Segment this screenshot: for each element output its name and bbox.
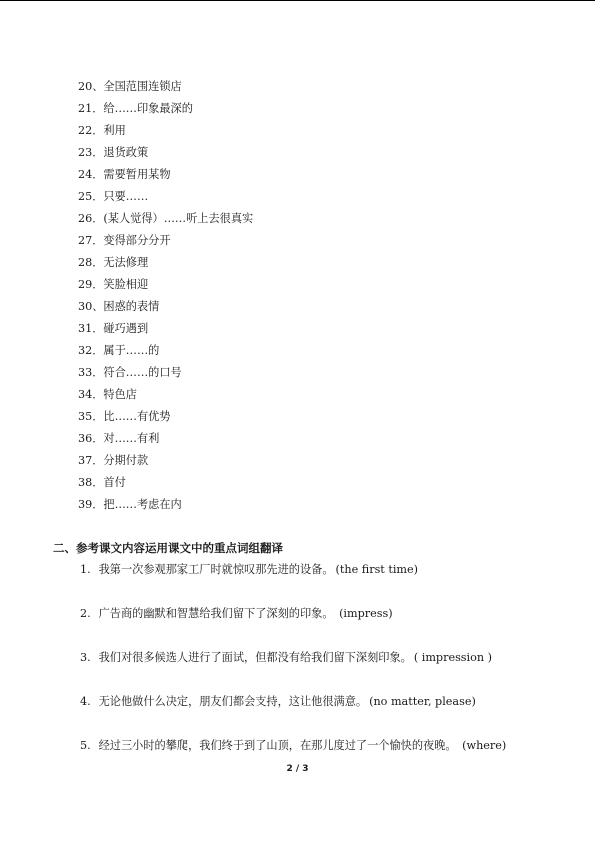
- question-item: [80, 604, 506, 648]
- question-number: 1.: [80, 563, 91, 576]
- list-item: 36．对……有利: [78, 432, 160, 445]
- question-text: 广告商的幽默和智慧给我们留下了深刻的印象。: [98, 607, 334, 620]
- question-number: 2.: [80, 607, 91, 620]
- page-number: 2 / 3: [286, 764, 309, 774]
- section-title: 二、参考课文内容运用课文中的重点词组翻译: [53, 541, 283, 555]
- translation-questions: [80, 560, 506, 780]
- list-item: 22．利用: [78, 124, 126, 137]
- list-item: 35．比……有优势: [78, 410, 171, 423]
- question-text: 我第一次参观那家工厂时就惊叹那先进的设备。: [98, 563, 334, 576]
- question-hint: (where): [458, 739, 507, 752]
- list-item: 30、困惑的表情: [78, 300, 160, 313]
- question-hint: (impress): [335, 607, 393, 620]
- list-item: 27．变得部分分开: [78, 234, 171, 247]
- list-item: 24．需要暂用某物: [78, 168, 171, 181]
- question-number: 5.: [80, 739, 91, 752]
- list-item: 21．给……印象最深的: [78, 102, 193, 115]
- question-item: [80, 560, 506, 604]
- list-item: 23．退货政策: [78, 146, 149, 159]
- list-item: 25．只要……: [78, 190, 149, 203]
- top-border-rule: [0, 0, 595, 1]
- list-item: 38．首付: [78, 476, 126, 489]
- list-item: 39．把……考虑在内: [78, 498, 182, 511]
- list-item: 26．(某人觉得）……听上去很真实: [78, 212, 254, 225]
- phrase-list: [78, 76, 253, 516]
- list-item: 32．属于……的: [78, 344, 160, 357]
- question-number: 3.: [80, 651, 91, 664]
- question-hint: ( impression ): [413, 651, 492, 664]
- question-text: 无论他做什么决定，朋友们都会支持，这让他很满意。: [98, 695, 368, 708]
- question-item: [80, 692, 506, 736]
- question-hint: (no matter, please): [369, 695, 476, 708]
- list-item: 31．碰巧遇到: [78, 322, 149, 335]
- question-number: 4.: [80, 695, 91, 708]
- list-item: 28．无法修理: [78, 256, 149, 269]
- question-hint: (the first time): [335, 563, 419, 576]
- question-text: 我们对很多候选人进行了面试，但都没有给我们留下深刻印象。: [98, 651, 412, 664]
- list-item: 20、全国范围连锁店: [78, 80, 182, 93]
- question-item: [80, 648, 506, 692]
- list-item: 37．分期付款: [78, 454, 149, 467]
- list-item: 33．符合……的口号: [78, 366, 182, 379]
- list-item: 34．特色店: [78, 388, 137, 401]
- question-text: 经过三小时的攀爬，我们终于到了山顶，在那儿度过了一个愉快的夜晚。: [98, 739, 457, 752]
- list-item: 29．笑脸相迎: [78, 278, 149, 291]
